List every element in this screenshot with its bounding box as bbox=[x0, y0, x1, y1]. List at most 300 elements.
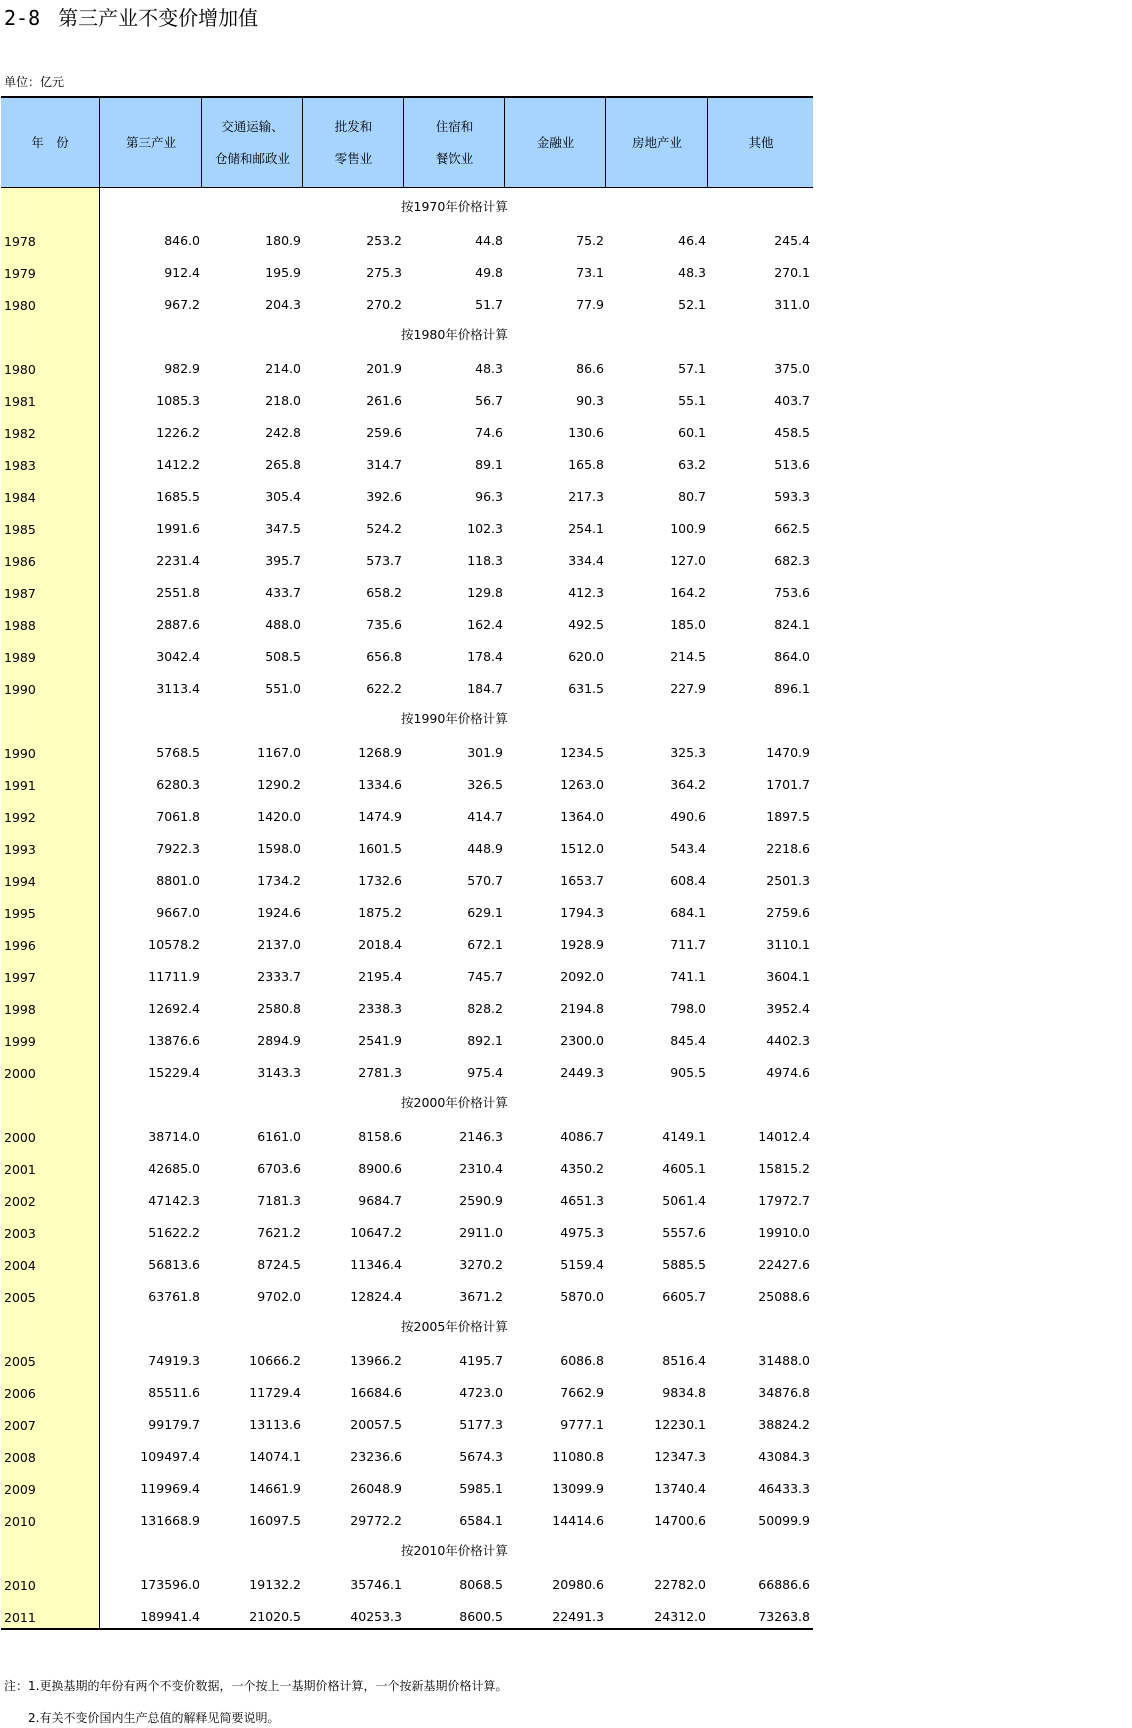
cell-finance: 20980.6 bbox=[552, 1577, 604, 1592]
cell-realestate: 57.1 bbox=[678, 361, 706, 376]
cell-other: 38824.2 bbox=[758, 1417, 810, 1432]
cell-transport: 13113.6 bbox=[249, 1417, 301, 1432]
cell-other: 1897.5 bbox=[766, 809, 810, 824]
cell-tertiary: 7061.8 bbox=[156, 809, 200, 824]
cell-wholesale: 270.2 bbox=[366, 297, 402, 312]
table-row bbox=[1, 1436, 813, 1468]
cell-tertiary: 1226.2 bbox=[156, 425, 200, 440]
cell-other: 73263.8 bbox=[758, 1609, 810, 1624]
cell-finance: 2092.0 bbox=[560, 969, 604, 984]
cell-transport: 1420.0 bbox=[257, 809, 301, 824]
cell-realestate: 22782.0 bbox=[654, 1577, 706, 1592]
cell-transport: 16097.5 bbox=[249, 1513, 301, 1528]
cell-transport: 180.9 bbox=[265, 233, 301, 248]
cell-other: 34876.8 bbox=[758, 1385, 810, 1400]
cell-other: 3952.4 bbox=[766, 1001, 810, 1016]
cell-realestate: 4605.1 bbox=[662, 1161, 706, 1176]
cell-realestate: 63.2 bbox=[678, 457, 706, 472]
cell-tertiary: 3113.4 bbox=[156, 681, 200, 696]
cell-year: 1986 bbox=[4, 554, 36, 569]
section-label-text: 按1990年价格计算 bbox=[401, 711, 508, 726]
section-label bbox=[1, 188, 813, 220]
cell-transport: 11729.4 bbox=[249, 1385, 301, 1400]
table-row bbox=[1, 796, 813, 828]
cell-wholesale: 2541.9 bbox=[358, 1033, 402, 1048]
cell-hotel: 4195.7 bbox=[459, 1353, 503, 1368]
cell-transport: 14074.1 bbox=[249, 1449, 301, 1464]
table-row bbox=[1, 892, 813, 924]
section-label-text: 按1980年价格计算 bbox=[401, 327, 508, 342]
cell-finance: 254.1 bbox=[568, 521, 604, 536]
header-finance: 金融业 bbox=[504, 98, 606, 187]
cell-transport: 21020.5 bbox=[249, 1609, 301, 1624]
table-row bbox=[1, 1372, 813, 1404]
cell-transport: 7181.3 bbox=[257, 1193, 301, 1208]
cell-finance: 492.5 bbox=[568, 617, 604, 632]
cell-tertiary: 2887.6 bbox=[156, 617, 200, 632]
cell-finance: 73.1 bbox=[576, 265, 604, 280]
cell-finance: 14414.6 bbox=[552, 1513, 604, 1528]
cell-tertiary: 6280.3 bbox=[156, 777, 200, 792]
cell-year: 1979 bbox=[4, 266, 36, 281]
cell-transport: 10666.2 bbox=[249, 1353, 301, 1368]
cell-hotel: 89.1 bbox=[475, 457, 503, 472]
cell-wholesale: 16684.6 bbox=[350, 1385, 402, 1400]
cell-transport: 2137.0 bbox=[257, 937, 301, 952]
cell-finance: 631.5 bbox=[568, 681, 604, 696]
table-body bbox=[1, 188, 813, 1628]
cell-tertiary: 982.9 bbox=[164, 361, 200, 376]
cell-realestate: 798.0 bbox=[670, 1001, 706, 1016]
cell-realestate: 9834.8 bbox=[662, 1385, 706, 1400]
cell-hotel: 3671.2 bbox=[459, 1289, 503, 1304]
section-label-text: 按2010年价格计算 bbox=[401, 1543, 508, 1558]
table-row bbox=[1, 220, 813, 252]
cell-hotel: 48.3 bbox=[475, 361, 503, 376]
cell-realestate: 24312.0 bbox=[654, 1609, 706, 1624]
cell-other: 403.7 bbox=[774, 393, 810, 408]
cell-realestate: 608.4 bbox=[670, 873, 706, 888]
cell-tertiary: 8801.0 bbox=[156, 873, 200, 888]
cell-tertiary: 9667.0 bbox=[156, 905, 200, 920]
cell-tertiary: 912.4 bbox=[164, 265, 200, 280]
cell-hotel: 8600.5 bbox=[459, 1609, 503, 1624]
cell-transport: 8724.5 bbox=[257, 1257, 301, 1272]
cell-realestate: 55.1 bbox=[678, 393, 706, 408]
cell-finance: 4350.2 bbox=[560, 1161, 604, 1176]
cell-finance: 334.4 bbox=[568, 553, 604, 568]
table-row bbox=[1, 508, 813, 540]
cell-year: 1990 bbox=[4, 746, 36, 761]
cell-year: 1988 bbox=[4, 618, 36, 633]
cell-tertiary: 119969.4 bbox=[140, 1481, 200, 1496]
cell-hotel: 672.1 bbox=[467, 937, 503, 952]
table-row bbox=[1, 572, 813, 604]
cell-finance: 2449.3 bbox=[560, 1065, 604, 1080]
cell-wholesale: 392.6 bbox=[366, 489, 402, 504]
cell-realestate: 48.3 bbox=[678, 265, 706, 280]
cell-transport: 347.5 bbox=[265, 521, 301, 536]
cell-realestate: 185.0 bbox=[670, 617, 706, 632]
cell-realestate: 845.4 bbox=[670, 1033, 706, 1048]
cell-year: 1995 bbox=[4, 906, 36, 921]
table-row bbox=[1, 636, 813, 668]
cell-tertiary: 85511.6 bbox=[148, 1385, 200, 1400]
cell-realestate: 14700.6 bbox=[654, 1513, 706, 1528]
cell-other: 245.4 bbox=[774, 233, 810, 248]
cell-realestate: 711.7 bbox=[670, 937, 706, 952]
cell-tertiary: 967.2 bbox=[164, 297, 200, 312]
table-row bbox=[1, 540, 813, 572]
cell-hotel: 448.9 bbox=[467, 841, 503, 856]
cell-year: 1981 bbox=[4, 394, 36, 409]
cell-transport: 305.4 bbox=[265, 489, 301, 504]
cell-tertiary: 38714.0 bbox=[148, 1129, 200, 1144]
cell-hotel: 44.8 bbox=[475, 233, 503, 248]
cell-tertiary: 3042.4 bbox=[156, 649, 200, 664]
cell-wholesale: 9684.7 bbox=[358, 1193, 402, 1208]
cell-hotel: 178.4 bbox=[467, 649, 503, 664]
table-row bbox=[1, 380, 813, 412]
cell-tertiary: 11711.9 bbox=[148, 969, 200, 984]
cell-wholesale: 26048.9 bbox=[350, 1481, 402, 1496]
cell-transport: 551.0 bbox=[265, 681, 301, 696]
cell-wholesale: 12824.4 bbox=[350, 1289, 402, 1304]
cell-realestate: 60.1 bbox=[678, 425, 706, 440]
cell-tertiary: 1085.3 bbox=[156, 393, 200, 408]
cell-other: 682.3 bbox=[774, 553, 810, 568]
cell-hotel: 129.8 bbox=[467, 585, 503, 600]
cell-hotel: 2911.0 bbox=[459, 1225, 503, 1240]
table-row bbox=[1, 1500, 813, 1532]
cell-year: 2005 bbox=[4, 1354, 36, 1369]
cell-transport: 218.0 bbox=[265, 393, 301, 408]
cell-wholesale: 656.8 bbox=[366, 649, 402, 664]
cell-transport: 204.3 bbox=[265, 297, 301, 312]
cell-hotel: 3270.2 bbox=[459, 1257, 503, 1272]
cell-tertiary: 173596.0 bbox=[140, 1577, 200, 1592]
cell-other: 896.1 bbox=[774, 681, 810, 696]
header-year: 年 份 bbox=[31, 134, 69, 150]
cell-realestate: 46.4 bbox=[678, 233, 706, 248]
cell-wholesale: 8158.6 bbox=[358, 1129, 402, 1144]
cell-year: 1994 bbox=[4, 874, 36, 889]
cell-other: 375.0 bbox=[774, 361, 810, 376]
cell-finance: 412.3 bbox=[568, 585, 604, 600]
cell-other: 14012.4 bbox=[758, 1129, 810, 1144]
table-row bbox=[1, 604, 813, 636]
header-wholesale: 批发和 零售业 bbox=[302, 98, 404, 187]
cell-year: 1983 bbox=[4, 458, 36, 473]
cell-tertiary: 42685.0 bbox=[148, 1161, 200, 1176]
cell-year: 2001 bbox=[4, 1162, 36, 1177]
cell-finance: 4651.3 bbox=[560, 1193, 604, 1208]
cell-other: 25088.6 bbox=[758, 1289, 810, 1304]
cell-tertiary: 99179.7 bbox=[148, 1417, 200, 1432]
cell-other: 458.5 bbox=[774, 425, 810, 440]
header-realestate: 房地产业 bbox=[605, 98, 708, 187]
cell-finance: 5870.0 bbox=[560, 1289, 604, 1304]
cell-hotel: 301.9 bbox=[467, 745, 503, 760]
section-label bbox=[1, 1532, 813, 1564]
cell-transport: 265.8 bbox=[265, 457, 301, 472]
cell-finance: 1928.9 bbox=[560, 937, 604, 952]
cell-year: 1993 bbox=[4, 842, 36, 857]
table-row bbox=[1, 252, 813, 284]
cell-hotel: 96.3 bbox=[475, 489, 503, 504]
cell-finance: 6086.8 bbox=[560, 1353, 604, 1368]
cell-finance: 4975.3 bbox=[560, 1225, 604, 1240]
cell-hotel: 6584.1 bbox=[459, 1513, 503, 1528]
cell-year: 2000 bbox=[4, 1130, 36, 1145]
table-row bbox=[1, 1276, 813, 1308]
cell-hotel: 629.1 bbox=[467, 905, 503, 920]
cell-wholesale: 20057.5 bbox=[350, 1417, 402, 1432]
cell-finance: 77.9 bbox=[576, 297, 604, 312]
cell-transport: 6161.0 bbox=[257, 1129, 301, 1144]
cell-other: 50099.9 bbox=[758, 1513, 810, 1528]
cell-finance: 1512.0 bbox=[560, 841, 604, 856]
table-number: 2-8 bbox=[4, 6, 41, 30]
cell-transport: 19132.2 bbox=[249, 1577, 301, 1592]
cell-year: 2010 bbox=[4, 1514, 36, 1529]
table-row bbox=[1, 1020, 813, 1052]
cell-wholesale: 8900.6 bbox=[358, 1161, 402, 1176]
cell-year: 1978 bbox=[4, 234, 36, 249]
cell-hotel: 892.1 bbox=[467, 1033, 503, 1048]
cell-year: 2008 bbox=[4, 1450, 36, 1465]
cell-wholesale: 275.3 bbox=[366, 265, 402, 280]
cell-realestate: 100.9 bbox=[670, 521, 706, 536]
cell-year: 2004 bbox=[4, 1258, 36, 1273]
cell-transport: 433.7 bbox=[265, 585, 301, 600]
cell-wholesale: 1268.9 bbox=[358, 745, 402, 760]
cell-finance: 130.6 bbox=[568, 425, 604, 440]
cell-realestate: 214.5 bbox=[670, 649, 706, 664]
table-rows bbox=[1, 188, 813, 1628]
section-label-text: 按2000年价格计算 bbox=[401, 1095, 508, 1110]
cell-wholesale: 11346.4 bbox=[350, 1257, 402, 1272]
cell-wholesale: 1875.2 bbox=[358, 905, 402, 920]
cell-hotel: 2590.9 bbox=[459, 1193, 503, 1208]
cell-transport: 1167.0 bbox=[257, 745, 301, 760]
cell-hotel: 4723.0 bbox=[459, 1385, 503, 1400]
cell-realestate: 905.5 bbox=[670, 1065, 706, 1080]
table-row bbox=[1, 412, 813, 444]
cell-year: 1999 bbox=[4, 1034, 36, 1049]
cell-wholesale: 253.2 bbox=[366, 233, 402, 248]
table-row bbox=[1, 284, 813, 316]
cell-realestate: 741.1 bbox=[670, 969, 706, 984]
cell-wholesale: 23236.6 bbox=[350, 1449, 402, 1464]
table-title: 第三产业不变价增加值 bbox=[58, 6, 259, 30]
cell-transport: 2894.9 bbox=[257, 1033, 301, 1048]
cell-other: 3110.1 bbox=[766, 937, 810, 952]
table-row bbox=[1, 1404, 813, 1436]
cell-wholesale: 259.6 bbox=[366, 425, 402, 440]
cell-year: 1985 bbox=[4, 522, 36, 537]
cell-transport: 242.8 bbox=[265, 425, 301, 440]
cell-year: 2003 bbox=[4, 1226, 36, 1241]
cell-wholesale: 35746.1 bbox=[350, 1577, 402, 1592]
cell-other: 753.6 bbox=[774, 585, 810, 600]
cell-wholesale: 2195.4 bbox=[358, 969, 402, 984]
cell-tertiary: 12692.4 bbox=[148, 1001, 200, 1016]
cell-year: 1996 bbox=[4, 938, 36, 953]
cell-finance: 5159.4 bbox=[560, 1257, 604, 1272]
cell-year: 2006 bbox=[4, 1386, 36, 1401]
table-row bbox=[1, 668, 813, 700]
section-label bbox=[1, 1308, 813, 1340]
cell-wholesale: 2018.4 bbox=[358, 937, 402, 952]
cell-wholesale: 658.2 bbox=[366, 585, 402, 600]
cell-tertiary: 131668.9 bbox=[140, 1513, 200, 1528]
cell-tertiary: 7922.3 bbox=[156, 841, 200, 856]
cell-other: 2218.6 bbox=[766, 841, 810, 856]
cell-finance: 165.8 bbox=[568, 457, 604, 472]
table-row bbox=[1, 1116, 813, 1148]
cell-other: 19910.0 bbox=[758, 1225, 810, 1240]
table-row bbox=[1, 956, 813, 988]
cell-hotel: 570.7 bbox=[467, 873, 503, 888]
cell-hotel: 56.7 bbox=[475, 393, 503, 408]
cell-finance: 75.2 bbox=[576, 233, 604, 248]
cell-other: 2759.6 bbox=[766, 905, 810, 920]
cell-hotel: 184.7 bbox=[467, 681, 503, 696]
footnotes bbox=[4, 1678, 507, 1726]
cell-transport: 3143.3 bbox=[257, 1065, 301, 1080]
cell-year: 1980 bbox=[4, 298, 36, 313]
cell-transport: 214.0 bbox=[265, 361, 301, 376]
cell-other: 17972.7 bbox=[758, 1193, 810, 1208]
cell-year: 2002 bbox=[4, 1194, 36, 1209]
cell-wholesale: 1601.5 bbox=[358, 841, 402, 856]
cell-other: 66886.6 bbox=[758, 1577, 810, 1592]
cell-realestate: 543.4 bbox=[670, 841, 706, 856]
cell-transport: 395.7 bbox=[265, 553, 301, 568]
cell-wholesale: 622.2 bbox=[366, 681, 402, 696]
unit-label: 单位：亿元 bbox=[4, 75, 65, 89]
section-label-text: 按1970年价格计算 bbox=[401, 199, 508, 214]
cell-finance: 4086.7 bbox=[560, 1129, 604, 1144]
cell-tertiary: 63761.8 bbox=[148, 1289, 200, 1304]
cell-finance: 1653.7 bbox=[560, 873, 604, 888]
table-row bbox=[1, 1212, 813, 1244]
cell-finance: 217.3 bbox=[568, 489, 604, 504]
table-row bbox=[1, 1180, 813, 1212]
cell-year: 1992 bbox=[4, 810, 36, 825]
cell-realestate: 80.7 bbox=[678, 489, 706, 504]
cell-realestate: 4149.1 bbox=[662, 1129, 706, 1144]
cell-other: 43084.3 bbox=[758, 1449, 810, 1464]
cell-year: 2000 bbox=[4, 1066, 36, 1081]
cell-realestate: 5557.6 bbox=[662, 1225, 706, 1240]
cell-wholesale: 2338.3 bbox=[358, 1001, 402, 1016]
cell-transport: 1598.0 bbox=[257, 841, 301, 856]
cell-year: 1982 bbox=[4, 426, 36, 441]
cell-other: 3604.1 bbox=[766, 969, 810, 984]
cell-year: 2009 bbox=[4, 1482, 36, 1497]
cell-hotel: 8068.5 bbox=[459, 1577, 503, 1592]
cell-hotel: 51.7 bbox=[475, 297, 503, 312]
cell-hotel: 5177.3 bbox=[459, 1417, 503, 1432]
cell-other: 15815.2 bbox=[758, 1161, 810, 1176]
cell-wholesale: 29772.2 bbox=[350, 1513, 402, 1528]
cell-wholesale: 735.6 bbox=[366, 617, 402, 632]
table-row bbox=[1, 828, 813, 860]
cell-wholesale: 2781.3 bbox=[358, 1065, 402, 1080]
cell-transport: 488.0 bbox=[265, 617, 301, 632]
cell-finance: 11080.8 bbox=[552, 1449, 604, 1464]
cell-finance: 86.6 bbox=[576, 361, 604, 376]
cell-hotel: 2310.4 bbox=[459, 1161, 503, 1176]
cell-tertiary: 13876.6 bbox=[148, 1033, 200, 1048]
cell-transport: 2333.7 bbox=[257, 969, 301, 984]
cell-hotel: 975.4 bbox=[467, 1065, 503, 1080]
cell-realestate: 12230.1 bbox=[654, 1417, 706, 1432]
section-label bbox=[1, 1084, 813, 1116]
table-row bbox=[1, 764, 813, 796]
cell-hotel: 49.8 bbox=[475, 265, 503, 280]
cell-wholesale: 314.7 bbox=[366, 457, 402, 472]
cell-tertiary: 1991.6 bbox=[156, 521, 200, 536]
cell-transport: 1290.2 bbox=[257, 777, 301, 792]
cell-other: 513.6 bbox=[774, 457, 810, 472]
cell-transport: 7621.2 bbox=[257, 1225, 301, 1240]
cell-other: 864.0 bbox=[774, 649, 810, 664]
table-row bbox=[1, 444, 813, 476]
cell-other: 593.3 bbox=[774, 489, 810, 504]
cell-year: 1991 bbox=[4, 778, 36, 793]
table-row bbox=[1, 988, 813, 1020]
cell-realestate: 127.0 bbox=[670, 553, 706, 568]
header-tertiary: 第三产业 bbox=[99, 98, 202, 187]
cell-tertiary: 15229.4 bbox=[148, 1065, 200, 1080]
cell-tertiary: 2551.8 bbox=[156, 585, 200, 600]
cell-other: 46433.3 bbox=[758, 1481, 810, 1496]
section-label bbox=[1, 700, 813, 732]
cell-wholesale: 10647.2 bbox=[350, 1225, 402, 1240]
section-label-text: 按2005年价格计算 bbox=[401, 1319, 508, 1334]
cell-finance: 620.0 bbox=[568, 649, 604, 664]
table-row bbox=[1, 1148, 813, 1180]
header-other: 其他 bbox=[707, 98, 814, 187]
cell-year: 2005 bbox=[4, 1290, 36, 1305]
table-row bbox=[1, 732, 813, 764]
cell-other: 1470.9 bbox=[766, 745, 810, 760]
cell-transport: 195.9 bbox=[265, 265, 301, 280]
table-row bbox=[1, 860, 813, 892]
cell-wholesale: 524.2 bbox=[366, 521, 402, 536]
cell-realestate: 5885.5 bbox=[662, 1257, 706, 1272]
cell-tertiary: 109497.4 bbox=[140, 1449, 200, 1464]
cell-finance: 1794.3 bbox=[560, 905, 604, 920]
cell-other: 270.1 bbox=[774, 265, 810, 280]
cell-transport: 9702.0 bbox=[257, 1289, 301, 1304]
cell-realestate: 227.9 bbox=[670, 681, 706, 696]
cell-finance: 7662.9 bbox=[560, 1385, 604, 1400]
cell-wholesale: 1474.9 bbox=[358, 809, 402, 824]
cell-tertiary: 56813.6 bbox=[148, 1257, 200, 1272]
cell-tertiary: 1685.5 bbox=[156, 489, 200, 504]
cell-year: 2010 bbox=[4, 1578, 36, 1593]
cell-realestate: 13740.4 bbox=[654, 1481, 706, 1496]
cell-tertiary: 51622.2 bbox=[148, 1225, 200, 1240]
cell-wholesale: 1732.6 bbox=[358, 873, 402, 888]
cell-realestate: 8516.4 bbox=[662, 1353, 706, 1368]
cell-year: 2007 bbox=[4, 1418, 36, 1433]
cell-realestate: 164.2 bbox=[670, 585, 706, 600]
